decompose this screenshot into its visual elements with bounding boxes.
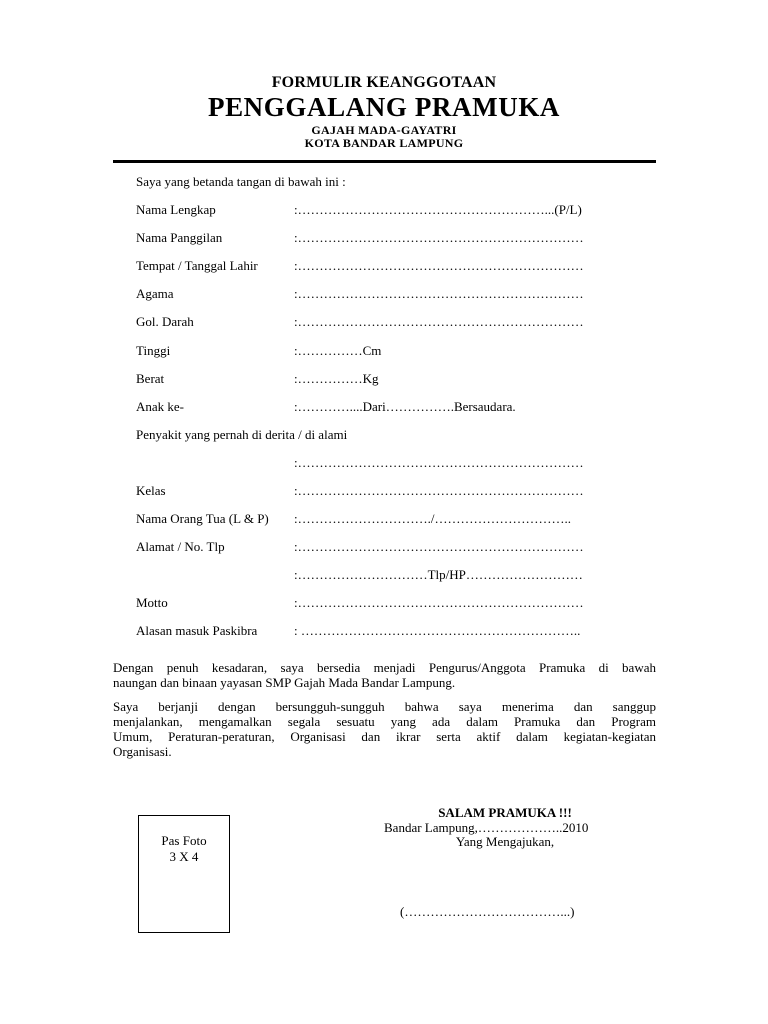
- field-nama-orang-tua: [136, 511, 656, 529]
- header-divider: [113, 160, 656, 163]
- photo-size: 3 X 4: [169, 849, 199, 864]
- field-blank: :…………………………………………………………: [294, 230, 584, 245]
- field-penyakit: [136, 427, 656, 445]
- field-alamat: [136, 539, 656, 557]
- field-berat: [136, 371, 656, 389]
- field-blank: :…………………………Tlp/HP………………………: [294, 567, 583, 582]
- field-label: Nama Panggilan: [136, 230, 223, 245]
- field-agama: [136, 286, 656, 304]
- declaration-paragraph: [113, 660, 656, 690]
- field-label: Berat: [136, 371, 165, 386]
- field-gol-darah: [136, 314, 656, 332]
- form-heading: PENGGALANG PRAMUKA: [207, 92, 561, 122]
- field-blank: :…………………………………………………………: [294, 286, 584, 301]
- paragraph-line: Umum, Peraturan-peraturan, Organisasi dan ikrar serta aktif dalam kegiatan-kegiatan: [113, 729, 656, 744]
- field-label: Tinggi: [136, 343, 171, 358]
- field-blank: :……………Kg: [294, 371, 379, 386]
- field-label: Tempat / Tanggal Lahir: [136, 258, 258, 273]
- field-label: Kelas: [136, 483, 166, 498]
- signature-submitter: Yang Mengajukan,: [455, 834, 555, 849]
- paragraph-line: naungan dan binaan yayasan SMP Gajah Mada Bandar Lampung.: [113, 675, 456, 690]
- field-label: Alasan masuk Paskibra: [136, 623, 258, 638]
- field-label: Alamat / No. Tlp: [136, 539, 225, 554]
- field-alasan: [136, 623, 656, 641]
- field-nama-lengkap: [136, 202, 656, 220]
- field-label: Gol. Darah: [136, 314, 194, 329]
- paragraph-line: menjalankan, mengamalkan segala sesuatu yang ada dalam Pramuka dan Program: [113, 714, 656, 729]
- city-name: KOTA BANDAR LAMPUNG: [304, 136, 464, 150]
- photo-label: Pas Foto: [161, 833, 207, 848]
- field-telepon: [136, 567, 656, 585]
- signature-greeting: SALAM PRAMUKA !!!: [438, 805, 572, 820]
- field-label: Nama Orang Tua (L & P): [136, 511, 269, 526]
- signature-place-date: Bandar Lampung,………………..2010: [384, 820, 589, 835]
- intro-text: Saya yang betanda tangan di bawah ini :: [136, 174, 346, 189]
- field-label: Nama Lengkap: [136, 202, 216, 217]
- field-blank: :…………………………………………………...(P/L): [294, 202, 582, 217]
- pledge-paragraph: [113, 699, 656, 759]
- field-blank: : ………………………………………………………..: [294, 623, 581, 638]
- field-blank: :…………....Dari…………….Bersaudara.: [294, 399, 516, 414]
- field-blank: :…………………………………………………………: [294, 258, 584, 273]
- signature-name-line: (………………………………...): [400, 904, 575, 919]
- paragraph-line: Saya berjanji dengan bersungguh-sungguh bahwa saya menerima dan sanggup: [113, 699, 656, 714]
- paragraph-line: Dengan penuh kesadaran, saya bersedia menjadi Pengurus/Anggota Pramuka di bawah: [113, 660, 656, 675]
- field-blank: :…………………………………………………………: [294, 483, 584, 498]
- field-blank: :…………………………………………………………: [294, 595, 584, 610]
- field-label: Motto: [136, 595, 168, 610]
- field-motto: [136, 595, 656, 613]
- field-label: Anak ke-: [136, 399, 185, 414]
- form-title: FORMULIR KEANGGOTAAN: [271, 74, 497, 91]
- field-blank: :…………………………………………………………: [294, 539, 584, 554]
- paragraph-line: Organisasi.: [113, 744, 172, 759]
- field-nama-panggilan: [136, 230, 656, 248]
- field-tempat-tanggal-lahir: [136, 258, 656, 276]
- field-label: Penyakit yang pernah di derita / di alami: [136, 427, 348, 442]
- field-blank: :…………………………………………………………: [294, 314, 584, 329]
- field-tinggi: [136, 343, 656, 361]
- field-kelas: [136, 483, 656, 501]
- field-blank: :…………………………./…………………………..: [294, 511, 571, 526]
- field-label: Agama: [136, 286, 174, 301]
- field-blank: :…………………………………………………………: [294, 455, 584, 470]
- organization-name: GAJAH MADA-GAYATRI: [311, 123, 457, 137]
- field-blank: :……………Cm: [294, 343, 382, 358]
- field-penyakit-blank: [136, 455, 656, 473]
- field-anak-ke: [136, 399, 656, 417]
